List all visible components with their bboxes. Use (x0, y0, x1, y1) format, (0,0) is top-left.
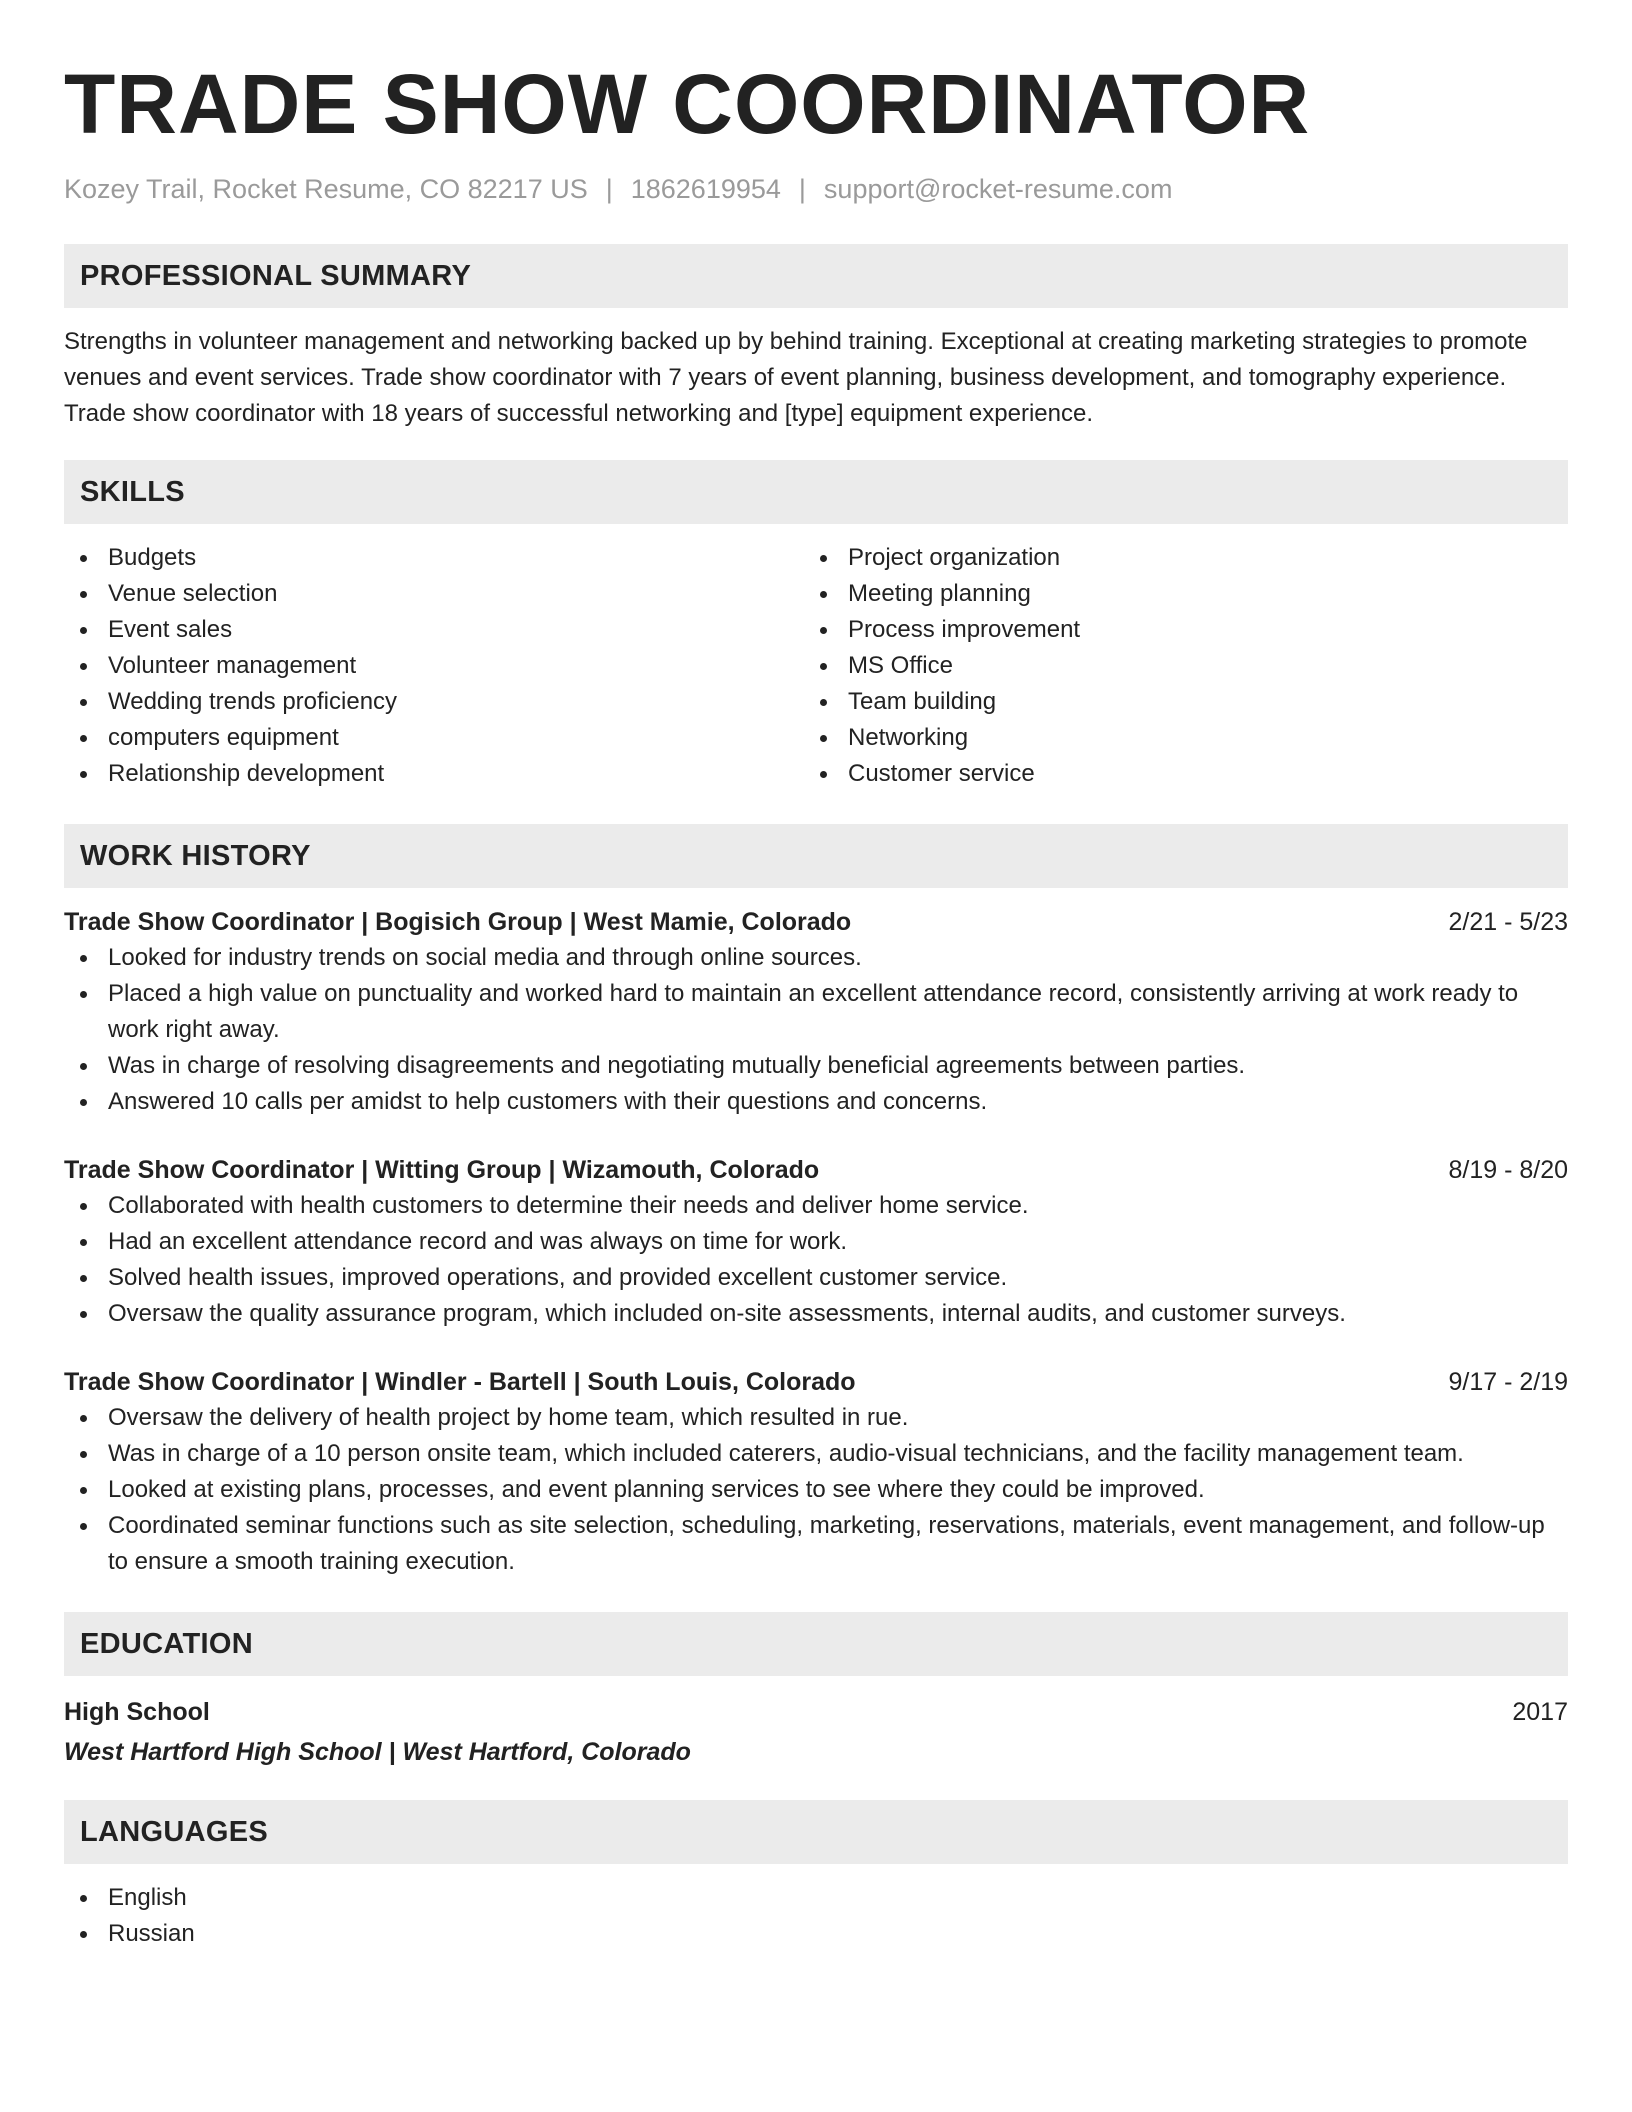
job-duty: Looked for industry trends on social media and through online sources. (64, 940, 1568, 976)
bullet-icon (80, 991, 87, 998)
bullet-icon (820, 735, 827, 742)
bullet-icon (80, 663, 87, 670)
job-entry (64, 904, 1568, 1120)
skill-item: Relationship development (64, 756, 804, 792)
job-duty: Placed a high value on punctuality and worked hard to maintain an excellent attendance record, consistently arriving at work ready to work right away. (64, 976, 1568, 1048)
job-header (64, 904, 1568, 940)
summary-text: Strengths in volunteer management and networking backed up by behind training. Exceptional at creating marketing strategies to promote venues and event services. Trade show coordinator with 7 years of event planning, business development, and tomography experience. Trade show coordinator with 18 years of successful networking and [type] equipment experience. (64, 328, 1528, 427)
education-school: West Hartford High School | West Hartford, Colorado (64, 1738, 691, 1766)
job-duty: Oversaw the quality assurance program, which included on-site assessments, internal audits, and customer surveys. (64, 1296, 1568, 1332)
bullet-icon (80, 735, 87, 742)
bullet-icon (80, 555, 87, 562)
language-item: English (64, 1880, 1568, 1916)
skill-item: Budgets (64, 540, 804, 576)
skill-item: Volunteer management (64, 648, 804, 684)
job-duty: Was in charge of resolving disagreements and negotiating mutually beneficial agreements between parties. (64, 1048, 1568, 1084)
languages-list (64, 1880, 1568, 1952)
bullet-icon (820, 663, 827, 670)
job-duties (64, 1188, 1568, 1332)
bullet-icon (80, 1099, 87, 1106)
bullet-icon (80, 1063, 87, 1070)
contact-separator: | (798, 174, 806, 204)
skill-item: Networking (804, 720, 1544, 756)
job-duty: Answered 10 calls per amidst to help customers with their questions and concerns. (64, 1084, 1568, 1120)
job-title: Trade Show Coordinator | Witting Group | Wizamouth, Colorado (64, 1156, 820, 1184)
job-entry (64, 1152, 1568, 1332)
bullet-icon (80, 1239, 87, 1246)
skill-item: Meeting planning (804, 576, 1544, 612)
work-history-heading: WORK HISTORY (64, 824, 1568, 888)
bullet-icon (80, 591, 87, 598)
bullet-icon (80, 1487, 87, 1494)
skill-item: Venue selection (64, 576, 804, 612)
bullet-icon (80, 627, 87, 634)
job-dates: 8/19 - 8/20 (1448, 1156, 1568, 1184)
bullet-icon (820, 771, 827, 778)
bullet-icon (80, 1311, 87, 1318)
bullet-icon (80, 1275, 87, 1282)
contact-phone: 1862619954 (630, 174, 781, 204)
skill-item: Project organization (804, 540, 1544, 576)
education-heading: EDUCATION (64, 1612, 1568, 1676)
job-title: Trade Show Coordinator | Windler - Bartell | South Louis, Colorado (64, 1368, 856, 1396)
job-duty: Was in charge of a 10 person onsite team, which included caterers, audio-visual technicians, and the facility management team. (64, 1436, 1568, 1472)
bullet-icon (80, 1203, 87, 1210)
skill-item: Event sales (64, 612, 804, 648)
bullet-icon (80, 1451, 87, 1458)
job-duties (64, 1400, 1568, 1580)
skill-item: Customer service (804, 756, 1544, 792)
education-header (64, 1694, 1568, 1730)
skill-item: Process improvement (804, 612, 1544, 648)
skills-heading: SKILLS (64, 460, 1568, 524)
candidate-name: TRADE SHOW COORDINATOR (64, 57, 1311, 151)
skills-column-right (804, 540, 1544, 792)
job-duties (64, 940, 1568, 1120)
bullet-icon (820, 591, 827, 598)
education-year: 2017 (1512, 1698, 1568, 1726)
skill-item: computers equipment (64, 720, 804, 756)
job-entry (64, 1364, 1568, 1580)
languages-heading: LANGUAGES (64, 1800, 1568, 1864)
bullet-icon (80, 771, 87, 778)
contact-email[interactable]: support@rocket-resume.com (823, 174, 1173, 204)
bullet-icon (820, 627, 827, 634)
bullet-icon (820, 699, 827, 706)
job-duty: Looked at existing plans, processes, and event planning services to see where they could be improved. (64, 1472, 1568, 1508)
contact-address: Kozey Trail, Rocket Resume, CO 82217 US (64, 174, 588, 204)
job-dates: 9/17 - 2/19 (1448, 1368, 1568, 1396)
job-duty: Oversaw the delivery of health project by home team, which resulted in rue. (64, 1400, 1568, 1436)
skills-list (64, 540, 1568, 792)
job-duty: Solved health issues, improved operations, and provided excellent customer service. (64, 1260, 1568, 1296)
job-duty: Had an excellent attendance record and was always on time for work. (64, 1224, 1568, 1260)
bullet-icon (80, 1523, 87, 1530)
job-header (64, 1152, 1568, 1188)
job-duty: Coordinated seminar functions such as site selection, scheduling, marketing, reservations, materials, event management, and follow-up to ensure a smooth training execution. (64, 1508, 1568, 1580)
bullet-icon (80, 1931, 87, 1938)
bullet-icon (80, 699, 87, 706)
job-header (64, 1364, 1568, 1400)
skill-item: MS Office (804, 648, 1544, 684)
bullet-icon (80, 1415, 87, 1422)
job-dates: 2/21 - 5/23 (1448, 908, 1568, 936)
bullet-icon (820, 555, 827, 562)
skill-item: Wedding trends proficiency (64, 684, 804, 720)
summary-heading: PROFESSIONAL SUMMARY (64, 244, 1568, 308)
bullet-icon (80, 1895, 87, 1902)
job-duty: Collaborated with health customers to determine their needs and deliver home service. (64, 1188, 1568, 1224)
contact-line (64, 172, 1568, 206)
skill-item: Team building (804, 684, 1544, 720)
job-title: Trade Show Coordinator | Bogisich Group | West Mamie, Colorado (64, 908, 852, 936)
language-item: Russian (64, 1916, 1568, 1952)
education-degree: High School (64, 1698, 210, 1726)
contact-separator: | (605, 174, 613, 204)
bullet-icon (80, 955, 87, 962)
skills-column-left (64, 540, 804, 792)
